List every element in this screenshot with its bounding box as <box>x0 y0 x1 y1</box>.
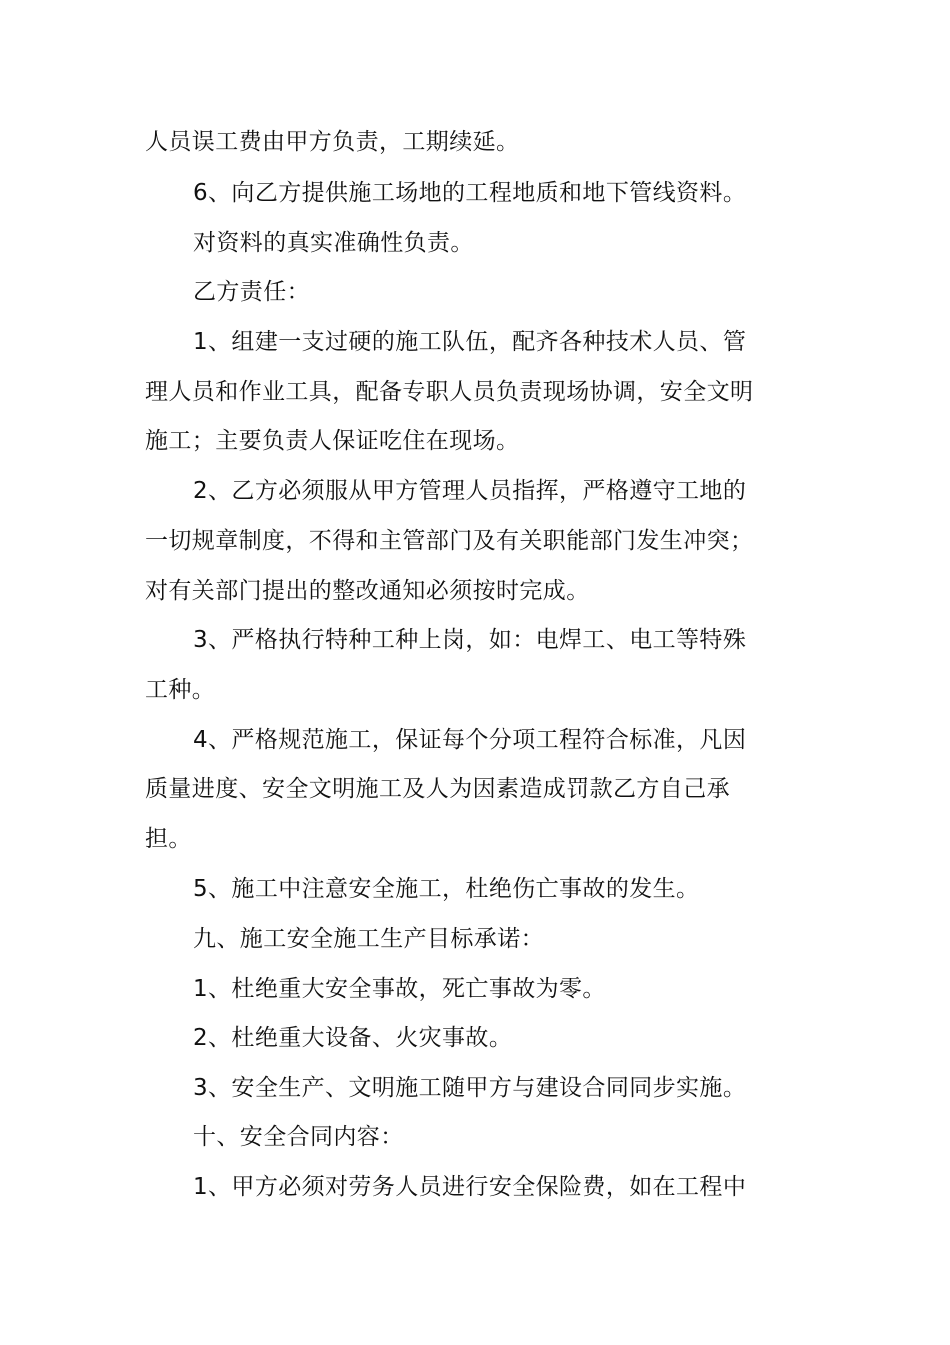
text-line: 1、甲方必须对劳务人员进行安全保险费，如在工程中 <box>193 1174 747 1200</box>
text-line: 4、严格规范施工，保证每个分项工程符合标准，凡因 <box>193 727 747 753</box>
text-line: 施工；主要负责人保证吃住在现场。 <box>145 428 520 454</box>
text-line: 质量进度、安全文明施工及人为因素造成罚款乙方自己承 <box>145 776 730 802</box>
text-line: 理人员和作业工具，配备专职人员负责现场协调，安全文明 <box>145 379 754 405</box>
text-line: 1、杜绝重大安全事故，死亡事故为零。 <box>193 976 606 1002</box>
text-line: 2、杜绝重大设备、火灾事故。 <box>193 1025 513 1051</box>
text-line: 人员误工费由甲方负责，工期续延。 <box>145 129 520 155</box>
text-line: 对有关部门提出的整改通知必须按时完成。 <box>145 578 590 604</box>
text-line: 5、施工中注意安全施工，杜绝伤亡事故的发生。 <box>193 876 700 902</box>
text-line: 一切规章制度，不得和主管部门及有关职能部门发生冲突； <box>145 528 754 554</box>
text-line: 担。 <box>145 826 192 852</box>
section-heading: 九、施工安全施工生产目标承诺： <box>193 926 544 952</box>
text-line: 对资料的真实准确性负责。 <box>193 230 474 256</box>
text-line: 3、严格执行特种工种上岗，如：电焊工、电工等特殊 <box>193 627 747 653</box>
text-line: 2、乙方必须服从甲方管理人员指挥，严格遵守工地的 <box>193 478 747 504</box>
text-line: 工种。 <box>145 677 216 703</box>
text-line: 1、组建一支过硬的施工队伍，配齐各种技术人员、管 <box>193 329 747 355</box>
text-line: 3、安全生产、文明施工随甲方与建设合同同步实施。 <box>193 1075 747 1101</box>
section-heading: 乙方责任： <box>193 279 310 305</box>
text-line: 6、向乙方提供施工场地的工程地质和地下管线资料。 <box>193 180 747 206</box>
section-heading: 十、安全合同内容： <box>193 1124 404 1150</box>
